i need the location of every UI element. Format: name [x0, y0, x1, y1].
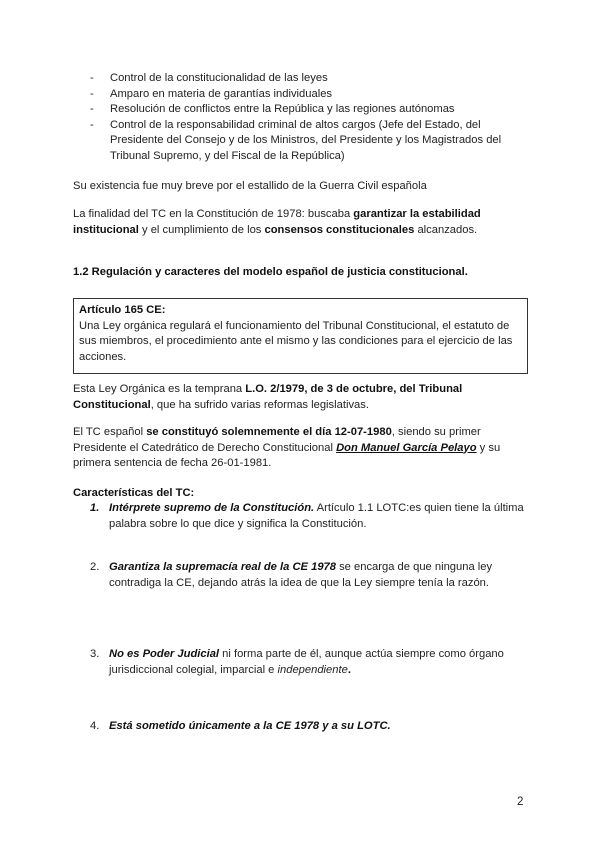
competences-list	[90, 71, 530, 164]
feature-number: 3.	[90, 648, 100, 660]
feature-number: 2.	[90, 561, 100, 573]
feature-number: 4.	[90, 720, 100, 732]
list-item: - Control de la responsabilidad criminal de altos cargos (Jefe del Estado, del Presidente del Consejo y de los Ministros, del Presidente y los Magistrados del Tribunal Supremo, y del Fiscal de la República)	[90, 118, 502, 162]
list-item: - Resolución de conflictos entre la República y las regiones autónomas	[90, 102, 530, 118]
list-item: - Control de la constitucionalidad de las leyes	[90, 71, 530, 87]
paragraph-existencia: Su existencia fue muy breve por el estallido de la Guerra Civil española	[73, 180, 427, 192]
paragraph-tc-constitucion: El TC español se constituyó solemnemente el día 12-07-1980, siendo su primer Presidente el Catedrático de Derecho Constitucional Don Manuel García Pelayo y su primera sentencia de fecha 26-01-1981.	[73, 426, 501, 469]
president-name: Don Manuel García Pelayo	[336, 441, 477, 454]
list-dash: -	[90, 87, 94, 100]
article-box	[73, 298, 528, 374]
feature-number: 1.	[90, 502, 100, 514]
list-dash: -	[90, 103, 94, 115]
article-box-title: Artículo 165 CE:	[79, 304, 166, 316]
list-item: - Amparo en materia de garantías individuales	[90, 87, 530, 103]
list-dash: -	[90, 118, 94, 131]
paragraph-finalidad: La finalidad del TC en la Constitución de 1978: buscaba garantizar la estabilidad institucional y el cumplimiento de los consensos constitucionales alcanzados.	[73, 208, 481, 236]
paragraph-ley-organica: Esta Ley Orgánica es la temprana L.O. 2/1979, de 3 de octubre, del Tribunal Constitucional, que ha sufrido varias reformas legislativas.	[73, 383, 463, 411]
page-number: 2	[517, 796, 524, 808]
list-dash: -	[90, 72, 94, 84]
article-box-text: Una Ley orgánica regulará el funcionamiento del Tribunal Constitucional, el estatuto de sus miembros, el procedimiento ante el mismo y las condiciones para el ejercicio de las acciones.	[79, 319, 513, 363]
features-title: Características del TC:	[73, 487, 195, 499]
section-heading: 1.2 Regulación y caracteres del modelo español de justicia constitucional.	[73, 266, 468, 278]
document-page: - Control de la constitucionalidad de las leyes - Amparo en materia de garantías individuales - Resolución de conflictos entre la República y las regiones autónomas - Control de la responsabilidad criminal de altos cargos (Jefe del Estado, del Presidente del Consejo y de los Ministros, del Presidente y los Magistrados del Tribunal Supremo, y del Fiscal de la República) Su existencia fue muy breve por el estallido de la Guerra Civil española La finalidad del TC en la Constitución de 1978: buscaba garantizar la estabilidad institucional y el cumplimiento de los consensos constitucionales alcanzados. 1.2 Regulación y caracteres del modelo español de justicia constitucional. Artículo 165 CE: Una Ley orgánica regulará el funcionamiento del Tribunal Constitucional, el estatuto de sus miembros, el procedimiento ante el mismo y las condiciones para el ejercicio de las acciones. Esta Ley Orgánica es la temprana L.O. 2/1979, de 3 de octubre, del Tribunal Constitucional, que ha sufrido varias reformas legislativas. El TC español se constituyó solemnemente el día 12-07-1980, siendo su primer Presidente el Catedrático de Derecho Constitucional Don Manuel García Pelayo y su primera sentencia de fecha 26-01-1981. Características del TC: 1. Intérprete supremo de la Constitución. Artículo 1.1 LOTC:es quien tiene la última palabra sobre lo que dice y significa la Constitución. 2. Garantiza la supremacía real de la CE 1978 se encarga de que ninguna ley contradiga la CE, dejando atrás la idea de que la Ley siempre tenía la razón. 3. No es Poder Judicial ni forma parte de él, aunque actúa siempre como órgano jurisdiccional colegial, imparcial e independiente. 4. Está sometido únicamente a la CE 1978 y a su LOTC. 2	[0, 0, 600, 848]
